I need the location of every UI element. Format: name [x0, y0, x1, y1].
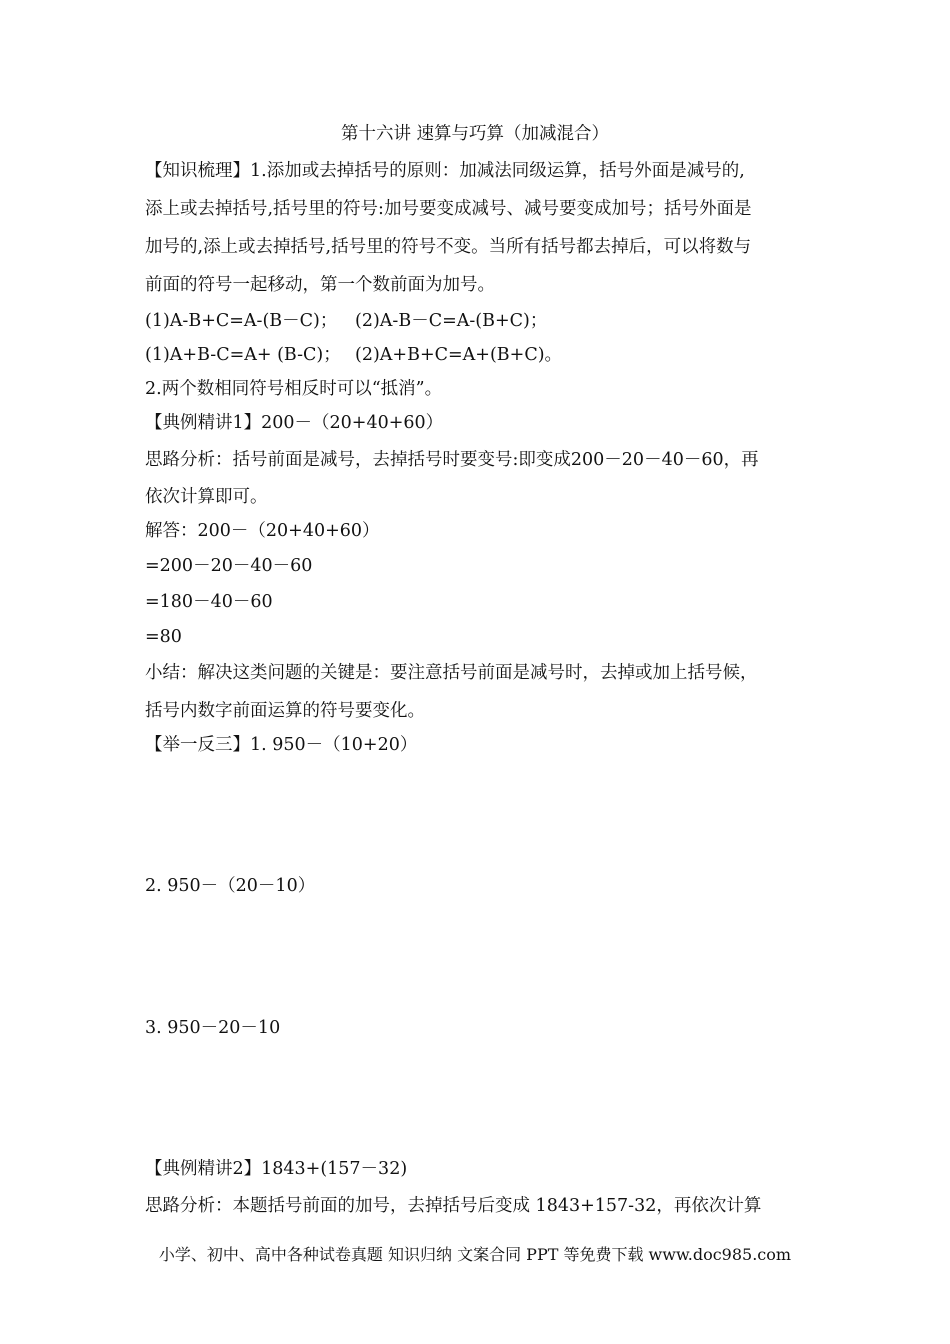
formula-2a: (1)A+B-C=A+ (B-C)；	[145, 345, 341, 365]
example1-solution-4: =80	[145, 627, 182, 647]
example1-analysis-2: 依次计算即可。	[145, 487, 268, 507]
example2-heading: 【典例精讲2】1843+(157－32)	[145, 1159, 408, 1179]
formula-row-1	[145, 309, 835, 333]
formula-row-2	[145, 343, 835, 367]
example1-heading: 【典例精讲1】200－（20+40+60）	[145, 413, 444, 433]
example2-analysis: 思路分析：本题括号前面的加号，去掉括号后变成 1843+157-32，再依次计算	[145, 1196, 762, 1216]
example1-solution-2: =200－20－40－60	[145, 556, 313, 576]
knowledge-line-3: 加号的,添上或去掉括号,括号里的符号不变。当所有括号都去掉后，可以将数与	[145, 237, 752, 257]
practice-q2: 2. 950－（20－10）	[145, 876, 316, 896]
page-footer: 小学、初中、高中各种试卷真题 知识归纳 文案合同 PPT 等免费下载 www.doc985.com	[158, 1245, 792, 1264]
practice-q3: 3. 950－20－10	[145, 1018, 281, 1038]
example1-summary-2: 括号内数字前面运算的符号要变化。	[145, 701, 425, 721]
knowledge-line-1: 【知识梳理】1.添加或去掉括号的原则：加减法同级运算，括号外面是减号的,	[145, 161, 745, 181]
rule-2: 2.两个数相同符号相反时可以“抵消”。	[145, 379, 443, 399]
formula-1b: (2)A-B－C=A-(B+C)；	[355, 311, 548, 331]
formula-1a: (1)A-B+C=A-(B－C)；	[145, 311, 338, 331]
formula-2b: (2)A+B+C=A+(B+C)。	[355, 345, 563, 365]
practice-q1: 【举一反三】1. 950－（10+20）	[145, 735, 418, 755]
page-title: 第十六讲 速算与巧算（加减混合）	[340, 124, 610, 144]
example1-solution-3: =180－40－60	[145, 592, 273, 612]
knowledge-line-2: 添上或去掉括号,括号里的符号:加号要变成减号、减号要变成加号；括号外面是	[145, 199, 752, 219]
knowledge-line-4: 前面的符号一起移动，第一个数前面为加号。	[145, 275, 495, 295]
example1-solution-1: 解答：200－（20+40+60）	[145, 521, 380, 541]
example1-analysis-1: 思路分析：括号前面是减号，去掉括号时要变号:即变成200－20－40－60，再	[145, 450, 759, 470]
example1-summary-1: 小结：解决这类问题的关键是：要注意括号前面是减号时，去掉或加上括号候，	[145, 663, 758, 683]
